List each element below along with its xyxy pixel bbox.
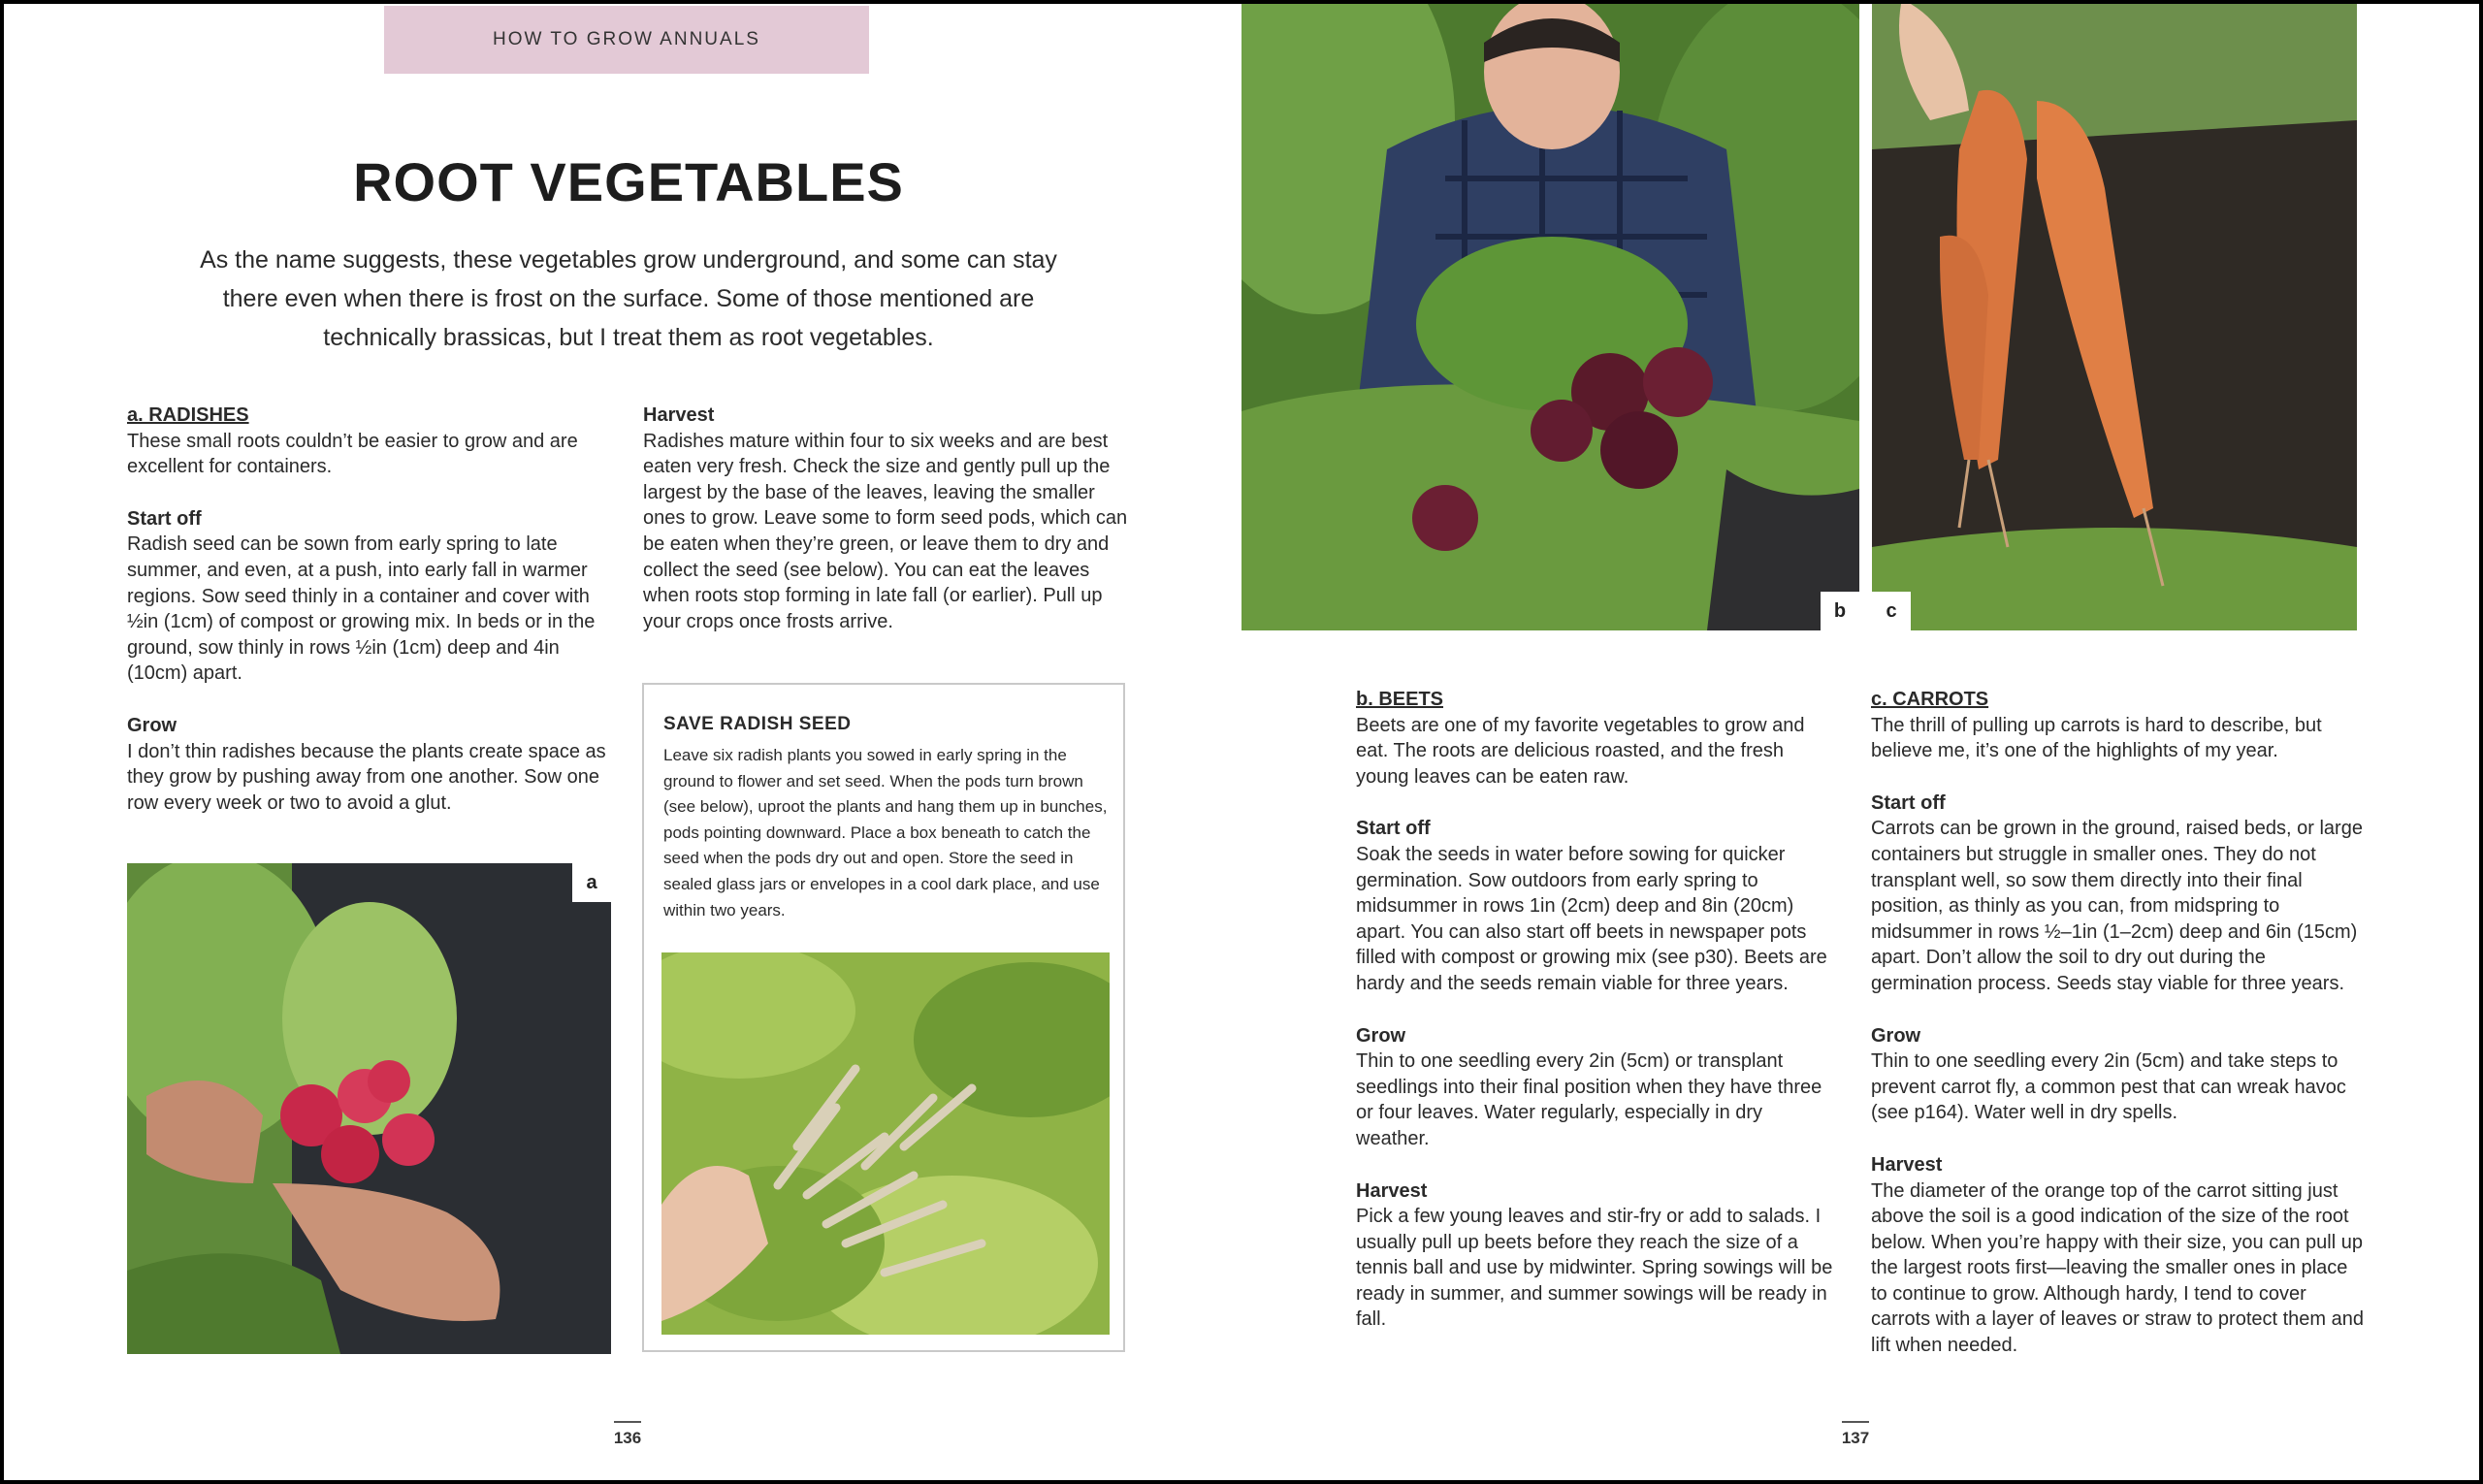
page-number-right: 137 bbox=[1826, 1421, 1885, 1448]
beets-start-off-heading: Start off bbox=[1356, 818, 1431, 840]
radishes-column bbox=[127, 403, 612, 842]
page-title: ROOT VEGETABLES bbox=[353, 151, 904, 212]
carrots-column bbox=[1871, 687, 2366, 1385]
carrots-start-off-text: Carrots can be grown in the ground, raised beds, or large containers but struggle in smaller ones. They do not transplant well, so sow them directly into their final position, as thinly as you can, from midspring to midsummer in rows ½–1in (1–2cm) deep and 6in (15cm) apart. Don’t allow the soil to dry out during the germination process. Seeds stay viable for three years. bbox=[1871, 818, 2363, 994]
radishes-intro: These small roots couldn’t be easier to grow and are excellent for containers. bbox=[127, 430, 578, 478]
beets-intro: Beets are one of my favorite vegetables to grow and eat. The roots are delicious roasted, and the fresh young leaves can be eaten raw. bbox=[1356, 714, 1805, 788]
section-tag: HOW TO GROW ANNUALS bbox=[384, 6, 869, 74]
carrots-grow-text: Thin to one seedling every 2in (5cm) and take steps to prevent carrot fly, a common pest that can wreak havoc (see p164). Water well in dry spells. bbox=[1871, 1050, 2346, 1124]
photo-label-c: c bbox=[1872, 592, 1911, 630]
radishes-harvest-heading: Harvest bbox=[643, 404, 715, 426]
save-box-text: Leave six radish plants you sowed in early spring in the ground to flower and set seed. When the pods turn brown (see below), uproot the plants and hang them up in bunches, pods pointing downward. Place a box beneath to catch the seed when the pods dry out and open. Store the seed in sealed glass jars or envelopes in a cool dark place, and use within two years. bbox=[663, 746, 1108, 919]
photo-label-a: a bbox=[572, 863, 611, 902]
radishes-photo bbox=[127, 863, 611, 1354]
beets-harvest-heading: Harvest bbox=[1356, 1179, 1428, 1202]
intro-paragraph: As the name suggests, these vegetables grow underground, and some can stay there even when there is frost on the surface. Some of those mentioned are technically brassicas, but I treat them as root vegetables. bbox=[200, 246, 1057, 351]
beets-start-off-text: Soak the seeds in water before sowing for quicker germination. Sow outdoors from early spring to midsummer in rows 1in (2cm) deep and 8in (20cm) apart. You can also start off beets in newspaper pots filled with compost or growing mix (see p30). Beets are hardy and the seeds remain viable for three years. bbox=[1356, 843, 1827, 994]
carrots-harvest-text: The diameter of the orange top of the carrot sitting just above the soil is a good indication of the size of the root below. When you’re happy with their size, you can pull up the largest roots first—leaving the smaller ones in place to continue to grow. Although hardy, I tend to cover carrots with a layer of leaves or straw to protect them and lift when needed. bbox=[1871, 1179, 2364, 1357]
save-radish-seed-box bbox=[642, 683, 1125, 1352]
page-number-left: 136 bbox=[598, 1421, 657, 1448]
carrots-grow-heading: Grow bbox=[1871, 1024, 1921, 1047]
radishes-start-off-text: Radish seed can be sown from early spring to late summer, and even, at a push, into early fall in warmer regions. Sow seed thinly in a container and cover with ½in (1cm) of compost or growing mix. In beds or in the ground, sow thinly in rows ½in (1cm) deep and 4in (10cm) apart. bbox=[127, 533, 596, 685]
carrots-intro: The thrill of pulling up carrots is hard to describe, but believe me, it’s one of the highlights of my year. bbox=[1871, 714, 2322, 762]
radishes-grow-text: I don’t thin radishes because the plants create space as they grow by pushing away from one another. Sow one row every week or two to avoid a glut. bbox=[127, 740, 606, 814]
radishes-harvest-column bbox=[643, 403, 1140, 661]
radishes-harvest-text: Radishes mature within four to six weeks and are best eaten very fresh. Check the size and gently pull up the largest by the base of the leaves, leaving the smaller ones to grow. Leave some to form seed pods, which can be eaten when they’re green, or leave them to dry and collect the seed (see below). You can eat the leaves when roots stop forming in late fall (or earlier). Pull up your crops once frosts arrive. bbox=[643, 430, 1128, 632]
carrots-photo bbox=[1872, 4, 2357, 630]
save-box-title: SAVE RADISH SEED bbox=[663, 714, 852, 734]
carrots-start-off-heading: Start off bbox=[1871, 791, 1946, 814]
beets-heading: b. BEETS bbox=[1356, 689, 1444, 710]
carrots-harvest-heading: Harvest bbox=[1871, 1153, 1943, 1176]
beets-grow-text: Thin to one seedling every 2in (5cm) or transplant seedlings into their final position when they have three or four leaves. Water regularly, especially in dry weather. bbox=[1356, 1050, 1822, 1149]
beets-grow-heading: Grow bbox=[1356, 1024, 1406, 1047]
carrots-heading: c. CARROTS bbox=[1871, 689, 1989, 710]
radishes-start-off-heading: Start off bbox=[127, 507, 202, 530]
photo-label-b: b bbox=[1821, 592, 1859, 630]
beets-column bbox=[1356, 687, 1841, 1359]
radishes-heading: a. RADISHES bbox=[127, 404, 249, 426]
beets-harvest-text: Pick a few young leaves and stir-fry or add to salads. I usually pull up beets before they reach the size of a tennis ball and use by midwinter. Spring sowings will be ready in summer, and summer sowings will be ready in fall. bbox=[1356, 1206, 1833, 1331]
radish-seed-pods-photo bbox=[661, 952, 1110, 1335]
radishes-grow-heading: Grow bbox=[127, 714, 177, 736]
beets-photo bbox=[1242, 4, 1859, 630]
